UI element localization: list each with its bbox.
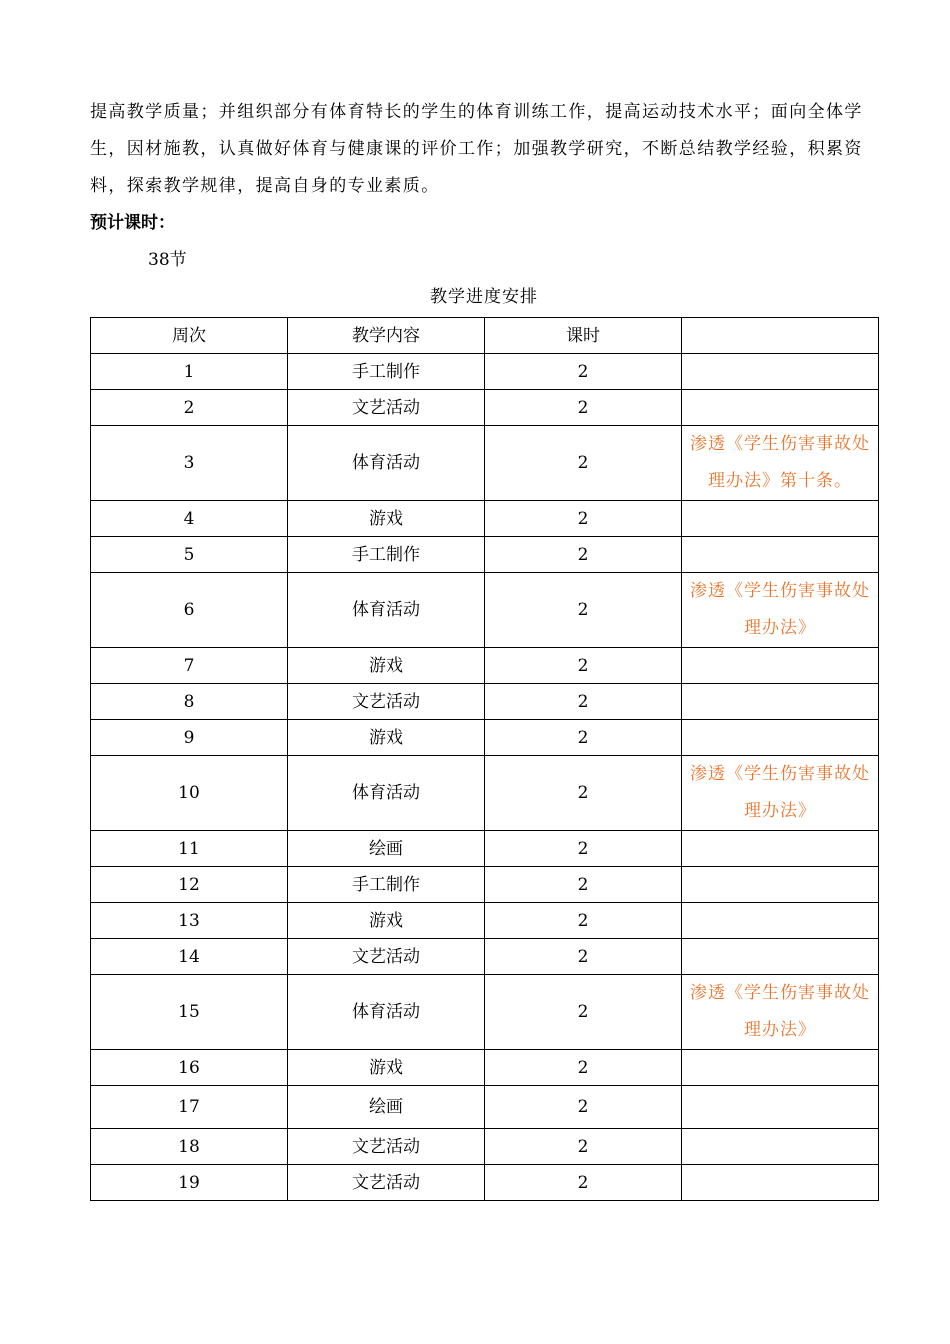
schedule-table (90, 317, 879, 1201)
cell-note (682, 867, 879, 903)
cell-note (682, 1050, 879, 1086)
cell-week: 9 (91, 720, 288, 756)
cell-content: 手工制作 (288, 537, 485, 573)
cell-content: 文艺活动 (288, 390, 485, 426)
cell-note: 渗透《学生伤害事故处理办法》 (682, 756, 879, 831)
table-row (91, 1129, 879, 1165)
table-title: 教学进度安排 (430, 287, 538, 307)
table-row (91, 975, 879, 1050)
table-row (91, 390, 879, 426)
table-row (91, 684, 879, 720)
cell-week: 7 (91, 648, 288, 684)
cell-week: 12 (91, 867, 288, 903)
table-header-row (91, 318, 879, 354)
cell-note (682, 720, 879, 756)
cell-note: 渗透《学生伤害事故处理办法》 (682, 573, 879, 648)
col-header-hours: 课时 (485, 318, 682, 354)
col-header-content: 教学内容 (288, 318, 485, 354)
table-row (91, 1165, 879, 1201)
cell-note: 渗透《学生伤害事故处理办法》 (682, 975, 879, 1050)
cell-week: 2 (91, 390, 288, 426)
cell-week: 10 (91, 756, 288, 831)
cell-week: 15 (91, 975, 288, 1050)
cell-hours: 2 (485, 390, 682, 426)
cell-week: 8 (91, 684, 288, 720)
cell-content: 体育活动 (288, 426, 485, 501)
cell-hours: 2 (485, 720, 682, 756)
cell-note (682, 648, 879, 684)
cell-hours: 2 (485, 426, 682, 501)
table-row (91, 1086, 879, 1129)
cell-hours: 2 (485, 756, 682, 831)
cell-week: 19 (91, 1165, 288, 1201)
cell-note (682, 1086, 879, 1129)
table-row (91, 573, 879, 648)
cell-content: 游戏 (288, 1050, 485, 1086)
cell-hours: 2 (485, 648, 682, 684)
cell-hours: 2 (485, 1086, 682, 1129)
cell-week: 1 (91, 354, 288, 390)
cell-week: 5 (91, 537, 288, 573)
table-row (91, 903, 879, 939)
cell-hours: 2 (485, 354, 682, 390)
intro-paragraph: 提高教学质量；并组织部分有体育特长的学生的体育训练工作，提高运动技术水平；面向全体学生，因材施教，认真做好体育与健康课的评价工作；加强教学研究，不断总结教学经验，积累资料，探索教学规律，提高自身的专业素质。 (90, 102, 863, 196)
table-row (91, 501, 879, 537)
cell-content: 体育活动 (288, 756, 485, 831)
table-row (91, 720, 879, 756)
cell-hours: 2 (485, 903, 682, 939)
cell-note: 渗透《学生伤害事故处理办法》第十条。 (682, 426, 879, 501)
cell-week: 3 (91, 426, 288, 501)
cell-content: 游戏 (288, 648, 485, 684)
cell-note (682, 1129, 879, 1165)
cell-note (682, 501, 879, 537)
cell-content: 体育活动 (288, 573, 485, 648)
cell-note (682, 684, 879, 720)
col-header-week: 周次 (91, 318, 288, 354)
cell-hours: 2 (485, 1129, 682, 1165)
table-row (91, 939, 879, 975)
cell-content: 手工制作 (288, 867, 485, 903)
table-row (91, 537, 879, 573)
cell-hours: 2 (485, 939, 682, 975)
cell-hours: 2 (485, 1165, 682, 1201)
cell-week: 6 (91, 573, 288, 648)
table-row (91, 354, 879, 390)
cell-week: 17 (91, 1086, 288, 1129)
cell-content: 文艺活动 (288, 1129, 485, 1165)
table-row (91, 756, 879, 831)
section-heading: 预计课时： (90, 213, 175, 233)
table-row (91, 648, 879, 684)
cell-content: 手工制作 (288, 354, 485, 390)
cell-content: 文艺活动 (288, 684, 485, 720)
cell-content: 文艺活动 (288, 939, 485, 975)
cell-content: 绘画 (288, 1086, 485, 1129)
cell-hours: 2 (485, 831, 682, 867)
cell-week: 11 (91, 831, 288, 867)
cell-note (682, 354, 879, 390)
cell-note (682, 831, 879, 867)
cell-note (682, 537, 879, 573)
cell-hours: 2 (485, 684, 682, 720)
cell-note (682, 903, 879, 939)
cell-hours: 2 (485, 975, 682, 1050)
cell-hours: 2 (485, 867, 682, 903)
cell-hours: 2 (485, 573, 682, 648)
table-row (91, 426, 879, 501)
cell-note (682, 390, 879, 426)
table-row (91, 867, 879, 903)
cell-week: 16 (91, 1050, 288, 1086)
cell-hours: 2 (485, 1050, 682, 1086)
cell-content: 游戏 (288, 720, 485, 756)
table-row (91, 1050, 879, 1086)
col-header-note (682, 318, 879, 354)
cell-content: 游戏 (288, 501, 485, 537)
cell-content: 文艺活动 (288, 1165, 485, 1201)
cell-week: 14 (91, 939, 288, 975)
cell-content: 游戏 (288, 903, 485, 939)
cell-content: 绘画 (288, 831, 485, 867)
cell-week: 4 (91, 501, 288, 537)
cell-note (682, 1165, 879, 1201)
cell-week: 18 (91, 1129, 288, 1165)
cell-hours: 2 (485, 537, 682, 573)
cell-hours: 2 (485, 501, 682, 537)
table-row (91, 831, 879, 867)
cell-content: 体育活动 (288, 975, 485, 1050)
cell-week: 13 (91, 903, 288, 939)
cell-note (682, 939, 879, 975)
lesson-count: 38节 (148, 250, 187, 270)
